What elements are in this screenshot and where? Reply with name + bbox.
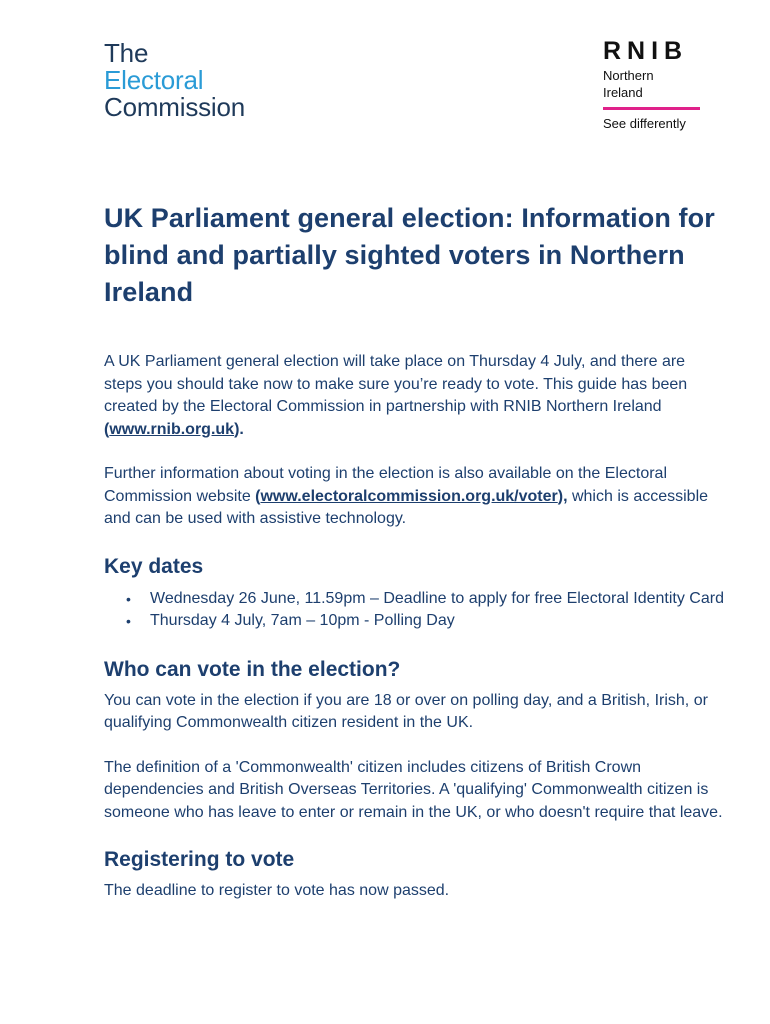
bullet-icon: • <box>126 590 131 607</box>
electoral-commission-link[interactable]: www.electoralcommission.org.uk/voter <box>260 487 558 505</box>
further-open-paren: ( <box>255 487 261 505</box>
list-item <box>104 610 724 633</box>
further-info-paragraph <box>104 463 724 531</box>
rnib-region-line1: Northern <box>603 68 654 83</box>
rnib-region <box>603 67 703 101</box>
rnib-accent-bar <box>603 107 700 110</box>
list-item <box>104 588 724 611</box>
further-tail: which is accessible and can be used with assistive technology. <box>104 487 709 527</box>
bullet-icon: • <box>126 613 131 629</box>
logo-line-electoral: Electoral <box>104 65 204 95</box>
intro-text: A UK Parliament general election will take place on Thursday 4 July, and there are steps you should take now to make sure you’re ready to vote. This guide has been created by the Electoral Commission in partnership with RNIB Northern Ireland <box>104 353 688 415</box>
key-dates-list <box>104 588 724 633</box>
who-can-vote-paragraph-2: The definition of a 'Commonwealth' citizen includes citizens of British Crown dependencies and British Overseas Territories. A 'qualifying' Commonwealth citizen is someone who has leave to enter or remain in the UK, or who doesn't require that leave. <box>104 758 723 821</box>
key-date-text: Thursday 4 July, 7am – 10pm - Polling Day <box>150 612 455 629</box>
page-title: UK Parliament general election: Information for blind and partially sighted voters in Northern Ireland <box>104 203 715 307</box>
registering-paragraph: The deadline to register to vote has now passed. <box>104 882 450 899</box>
logo-line-the: The <box>104 38 149 68</box>
intro-close-paren: ). <box>234 420 244 438</box>
rnib-tagline: See differently <box>603 116 686 131</box>
who-can-vote-paragraph-1: You can vote in the election if you are 18 or over on polling day, and a British, Irish, or qualifying Commonwealth citizen resident in the UK. <box>104 691 708 731</box>
document-body <box>104 200 724 903</box>
intro-open-paren: ( <box>104 420 110 438</box>
further-close-paren: ), <box>557 487 568 505</box>
logo-line-commission: Commission <box>104 92 246 122</box>
key-date-text: Wednesday 26 June, 11.59pm – Deadline to apply for free Electoral Identity Card <box>150 589 724 607</box>
rnib-link[interactable]: www.rnib.org.uk <box>109 420 235 438</box>
rnib-mark: RNIB <box>603 37 689 65</box>
who-can-vote-heading: Who can vote in the election? <box>104 657 401 681</box>
rnib-region-line2: Ireland <box>603 85 643 100</box>
intro-paragraph <box>104 351 724 441</box>
registering-heading: Registering to vote <box>104 848 295 871</box>
key-dates-heading: Key dates <box>104 554 204 578</box>
further-text: Further information about voting in the election is also available on the Electoral Commission website <box>104 465 667 505</box>
electoral-commission-logo <box>104 40 245 121</box>
rnib-logo <box>603 38 703 131</box>
